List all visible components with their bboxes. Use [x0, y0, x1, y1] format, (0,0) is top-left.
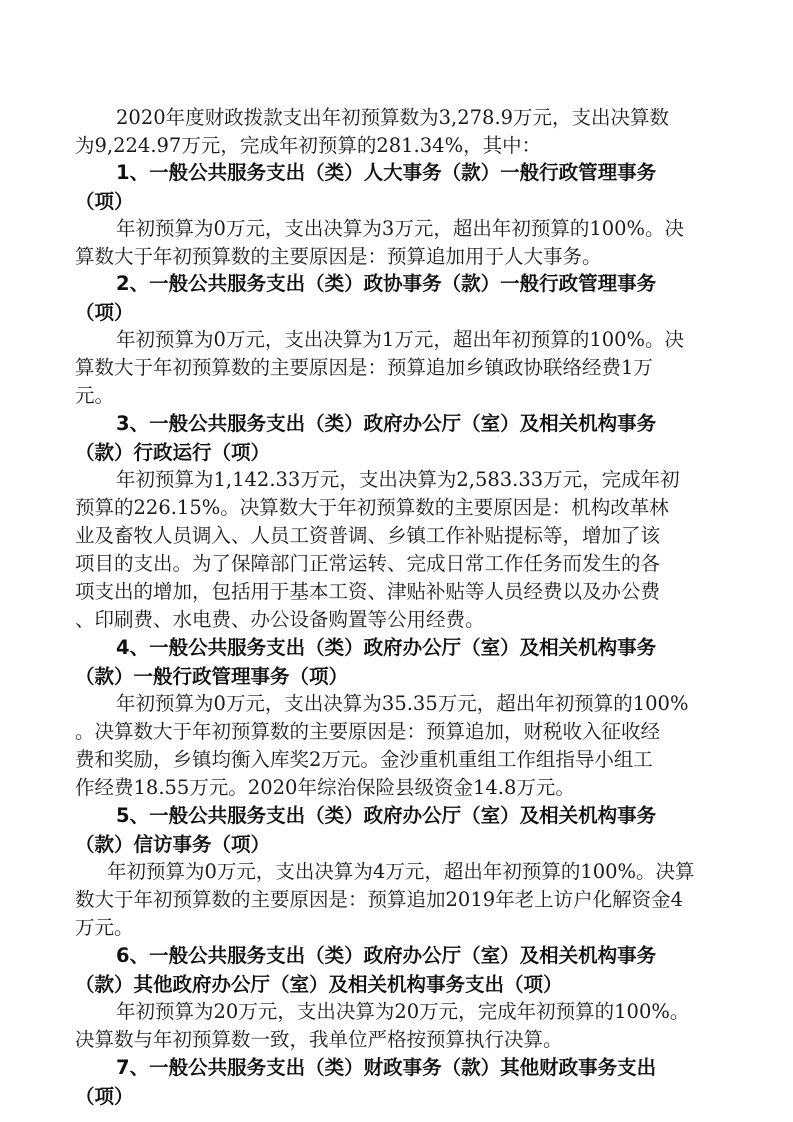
section-4-body-line-4: 作经费18.55万元。2020年综治保险县级资金14.8万元。	[75, 776, 575, 799]
section-4-heading-line-1: 4、一般公共服务支出（类）政府办公厅（室）及相关机构事务	[116, 636, 657, 659]
section-4-heading-line-2: （款）一般行政管理事务（项）	[75, 665, 349, 688]
section-5-heading-line-1: 5、一般公共服务支出（类）政府办公厅（室）及相关机构事务	[116, 804, 657, 827]
section-7-heading-line-1: 7、一般公共服务支出（类）财政事务（款）其他财政事务支出	[116, 1056, 657, 1079]
section-5-body-line-1: 年初预算为0万元，支出决算为4万元，超出年初预算的100%。决算	[107, 860, 695, 883]
section-2-heading-line-1: 2、一般公共服务支出（类）政协事务（款）一般行政管理事务	[116, 272, 657, 295]
section-3-body-line-1: 年初预算为1,142.33万元，支出决算为2,583.33万元，完成年初	[116, 468, 680, 491]
section-3-body-line-3: 业及畜牧人员调入、人员工资普调、乡镇工作补贴提标等，增加了该	[75, 524, 661, 547]
section-5-body-line-3: 万元。	[75, 916, 134, 939]
section-4-body-line-2: 。决算数大于年初预算数的主要原因是：预算追加，财税收入征收经	[75, 720, 661, 743]
intro-line-1: 2020年度财政拨款支出年初预算数为3,278.9万元，支出决算数	[116, 106, 670, 129]
section-3-body-line-2: 预算的226.15%。决算数大于年初预算数的主要原因是：机构改革林	[75, 496, 669, 519]
section-2-body-line-1: 年初预算为0万元，支出决算为1万元，超出年初预算的100%。决	[116, 328, 685, 351]
section-3-heading-line-2: （款）行政运行（项）	[75, 441, 271, 464]
section-2-body-line-2: 算数大于年初预算数的主要原因是：预算追加乡镇政协联络经费1万	[75, 356, 653, 379]
section-2-body-line-3: 元。	[75, 384, 115, 407]
section-5-heading-line-2: （款）信访事务（项）	[75, 833, 271, 856]
section-6-heading-line-1: 6、一般公共服务支出（类）政府办公厅（室）及相关机构事务	[116, 944, 657, 967]
section-4-body-line-1: 年初预算为0万元，支出决算为35.35万元，超出年初预算的100%	[116, 692, 689, 715]
section-7-heading-line-2: （项）	[75, 1085, 134, 1108]
section-1-heading-line-1: 1、一般公共服务支出（类）人大事务（款）一般行政管理事务	[116, 161, 657, 184]
section-3-body-line-5: 项支出的增加，包括用于基本工资、津贴补贴等人员经费以及办公费	[75, 580, 661, 603]
section-2-heading-line-2: （项）	[75, 301, 134, 324]
section-4-body-line-3: 费和奖励，乡镇均衡入库奖2万元。金沙重机重组工作组指导小组工	[75, 748, 653, 771]
section-6-body-line-2: 决算数与年初预算数一致，我单位严格按预算执行决算。	[75, 1028, 563, 1051]
section-3-body-line-6: 、印刷费、水电费、办公设备购置等公用经费。	[75, 608, 485, 631]
section-1-body-line-1: 年初预算为0万元，支出决算为3万元，超出年初预算的100%。决	[116, 217, 685, 240]
section-6-heading-line-2: （款）其他政府办公厅（室）及相关机构事务支出（项）	[75, 973, 563, 996]
section-3-body-line-4: 项目的支出。为了保障部门正常运转、完成日常工作任务而发生的各	[75, 552, 661, 575]
section-1-heading-line-2: （项）	[75, 190, 134, 213]
section-6-body-line-1: 年初预算为20万元，支出决算为20万元，完成年初预算的100%。	[116, 1000, 690, 1023]
section-3-heading-line-1: 3、一般公共服务支出（类）政府办公厅（室）及相关机构事务	[116, 412, 657, 435]
section-1-body-line-2: 算数大于年初预算数的主要原因是：预算追加用于人大事务。	[75, 245, 602, 268]
intro-line-2: 为9,224.97万元，完成年初预算的281.34%，其中：	[75, 134, 542, 157]
section-5-body-line-2: 数大于年初预算数的主要原因是：预算追加2019年老上访户化解资金4	[75, 888, 684, 911]
